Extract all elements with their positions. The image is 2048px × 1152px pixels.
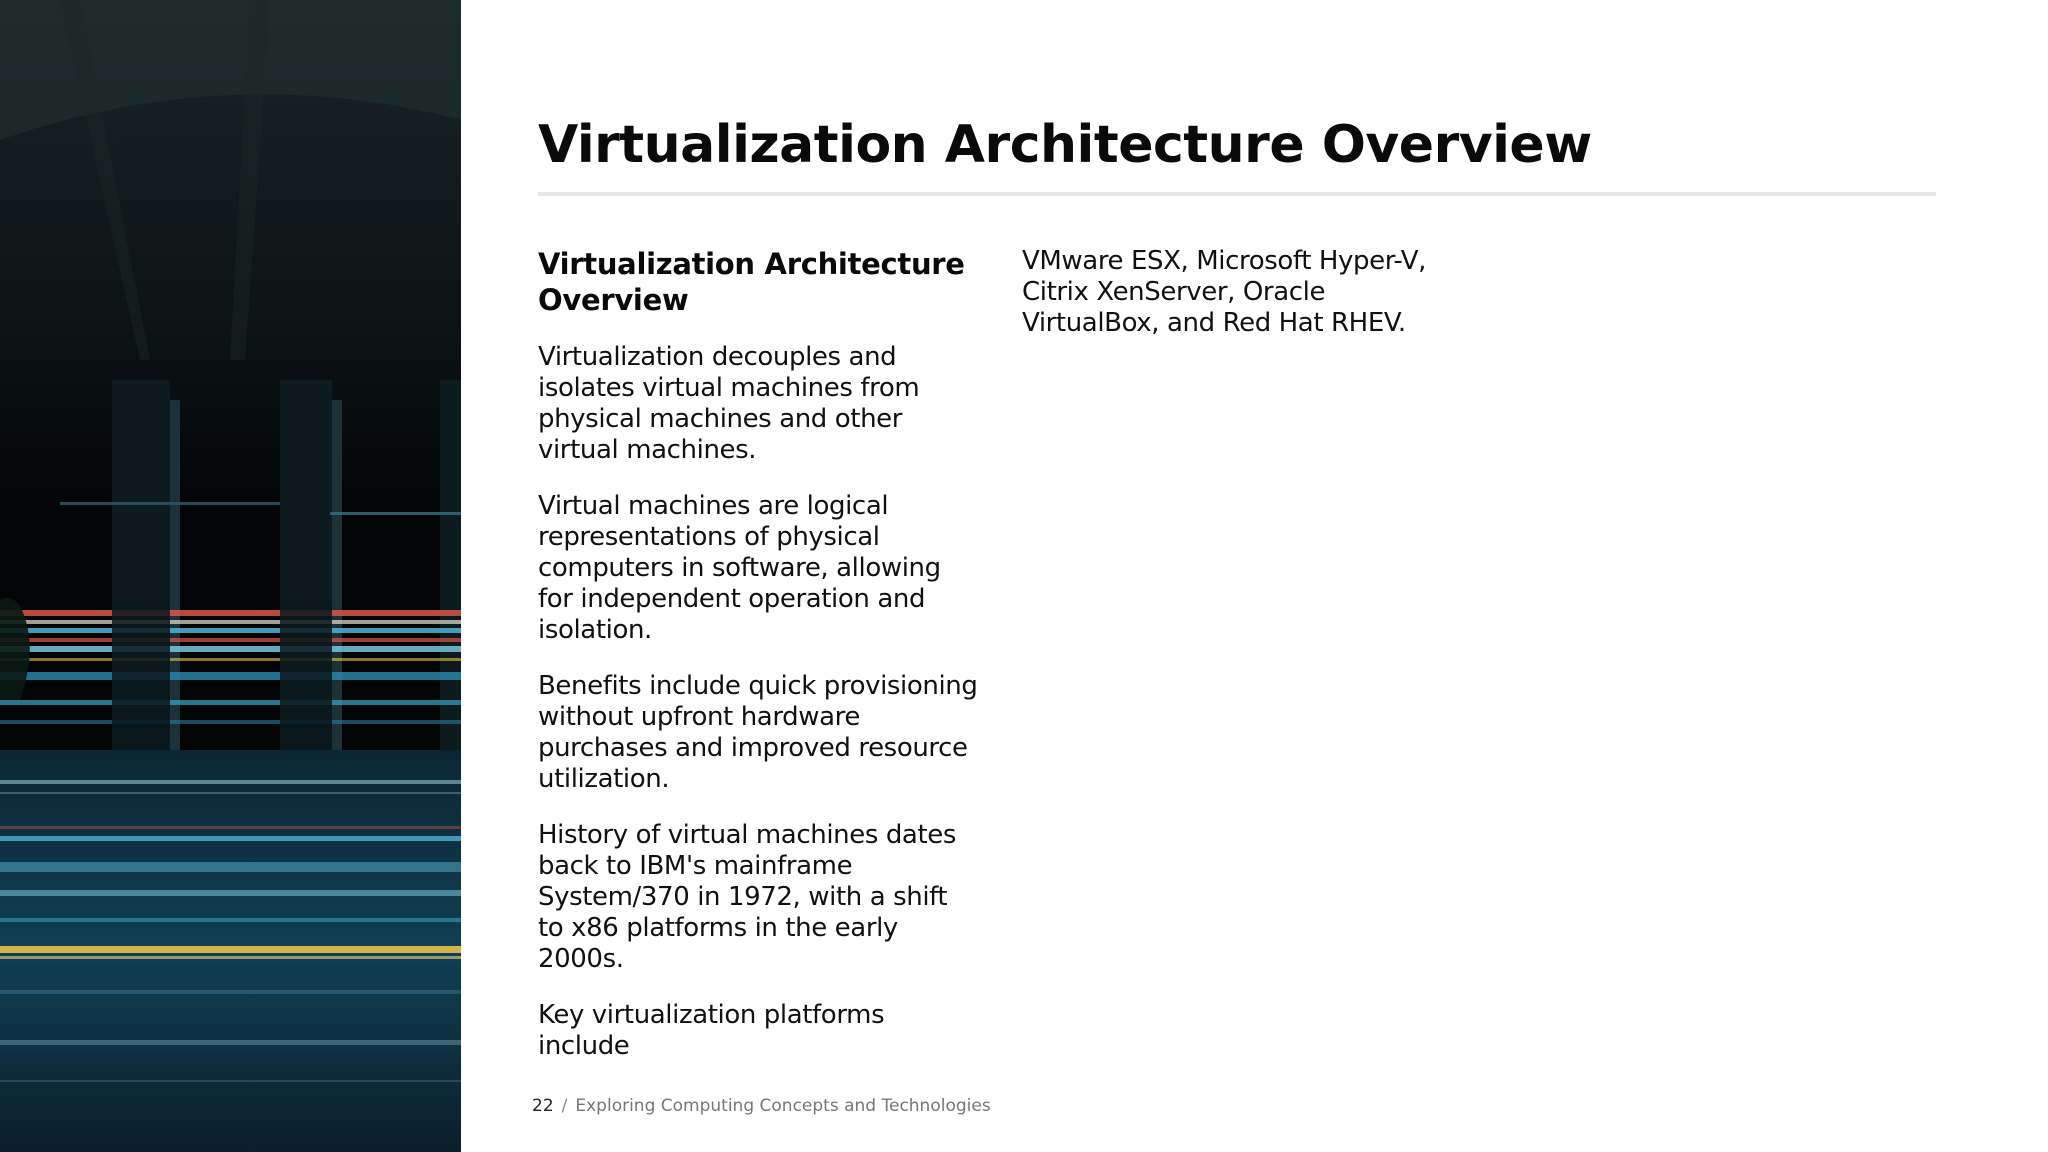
- deck-title: Exploring Computing Concepts and Technologies: [575, 1096, 991, 1116]
- paragraph-2: Virtual machines are logical representations of physical computers in software, allowing for independent operation and isolation.: [538, 491, 941, 645]
- slide-footer: [532, 1096, 991, 1116]
- paragraph-continuation: VMware ESX, Microsoft Hyper-V, Citrix XenServer, Oracle VirtualBox, and Red Hat RHEV.: [1022, 246, 1427, 338]
- footer-separator: /: [561, 1096, 568, 1116]
- page-number: 22: [532, 1096, 554, 1116]
- text-column-left: [538, 246, 978, 1087]
- section-heading: Virtualization Architecture Overview: [538, 247, 965, 317]
- slide-title: Virtualization Architecture Overview: [538, 115, 1592, 175]
- paragraph-3: Benefits include quick provisioning without upfront hardware purchases and improved resource utilization.: [538, 671, 978, 794]
- title-divider: [538, 192, 1936, 196]
- paragraph-4: History of virtual machines dates back to IBM's mainframe System/370 in 1972, with a shift to x86 platforms in the early 2000s.: [538, 820, 956, 974]
- night-highway-photo: [0, 0, 461, 1152]
- text-column-right: [1022, 246, 1462, 364]
- paragraph-1: Virtualization decouples and isolates virtual machines from physical machines and other virtual machines.: [538, 342, 920, 465]
- paragraph-5: Key virtualization platforms include: [538, 1000, 885, 1061]
